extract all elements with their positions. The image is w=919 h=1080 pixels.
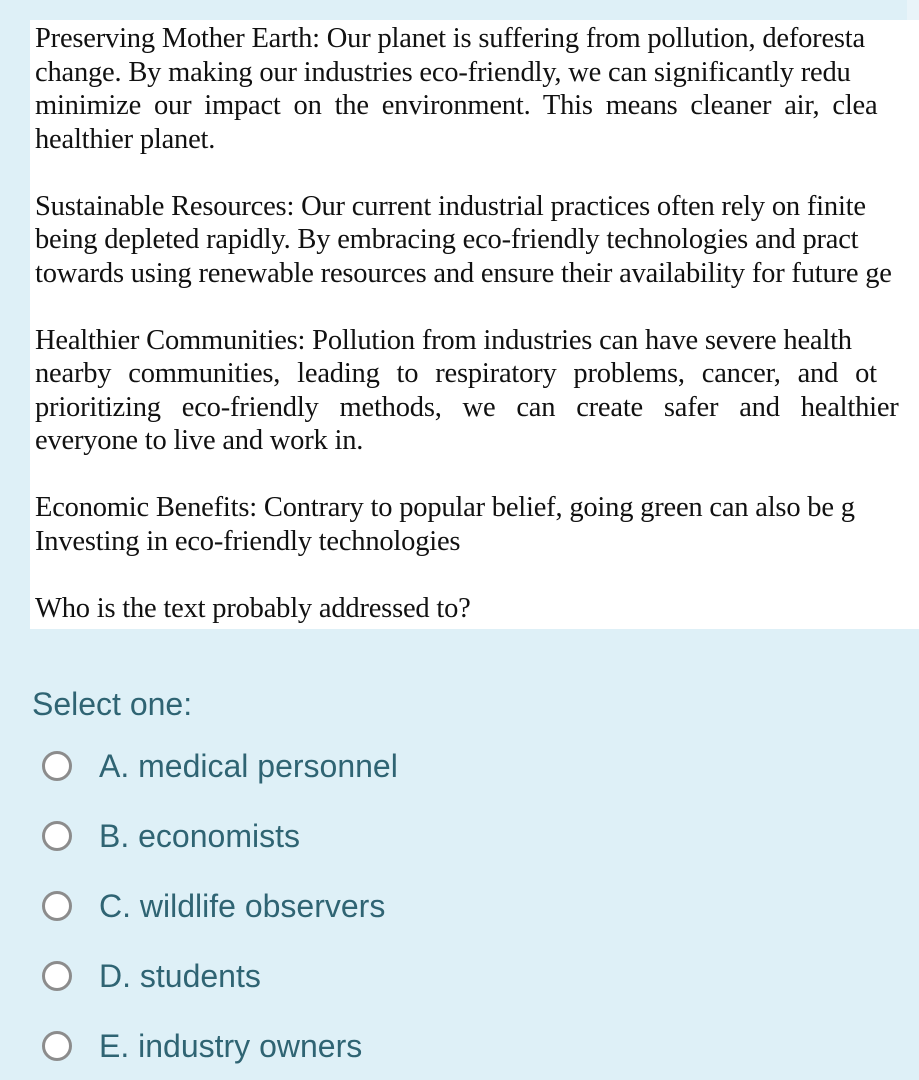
- option-e[interactable]: [42, 1022, 362, 1070]
- option-label[interactable]: E. industry owners: [99, 1027, 363, 1064]
- paragraph-economic-benefits: [35, 491, 919, 558]
- option-label[interactable]: D. students: [99, 957, 261, 994]
- option-d[interactable]: [42, 952, 261, 1000]
- passage-line: towards using renewable resources and ensure their availability for future ge: [35, 257, 892, 289]
- passage-line: Preserving Mother Earth: Our planet is suffering from pollution, deforesta: [35, 23, 865, 54]
- passage-text: [35, 22, 919, 625]
- radio-button-icon[interactable]: [42, 751, 72, 781]
- radio-button-icon[interactable]: [42, 1031, 72, 1061]
- paragraph-sustainable-resources: [35, 190, 919, 291]
- passage-line: Investing in eco-friendly technologies: [35, 525, 461, 557]
- option-c[interactable]: [42, 882, 385, 930]
- option-label[interactable]: C. wildlife observers: [99, 887, 386, 924]
- passage-line: nearby communities, leading to respiratory problems, cancer, and ot: [35, 358, 877, 389]
- radio-button-icon[interactable]: [42, 891, 72, 921]
- paragraph-preserving-mother-earth: [35, 22, 919, 156]
- select-one-label: Select one:: [32, 686, 193, 722]
- option-label[interactable]: A. medical personnel: [99, 747, 398, 784]
- passage-line: everyone to live and work in.: [35, 425, 364, 456]
- paragraph-healthier-communities: [35, 324, 919, 458]
- question-passage-box: [30, 20, 919, 629]
- passage-line: Healthier Communities: Pollution from industries can have severe health: [35, 324, 852, 356]
- option-a[interactable]: [42, 742, 398, 790]
- radio-button-icon[interactable]: [42, 961, 72, 991]
- option-label[interactable]: B. economists: [99, 817, 300, 854]
- passage-line: minimize our impact on the environment. This means cleaner air, clea: [35, 90, 878, 121]
- question-text: Who is the text probably addressed to?: [35, 592, 471, 624]
- passage-line: prioritizing eco-friendly methods, we can create safer and healthier: [35, 391, 899, 423]
- top-edge-strip: [907, 0, 919, 20]
- passage-line: Economic Benefits: Contrary to popular belief, going green can also be g: [35, 492, 855, 523]
- radio-button-icon[interactable]: [42, 821, 72, 851]
- passage-line: change. By making our industries eco-friendly, we can significantly redu: [35, 56, 851, 88]
- passage-line: healthier planet.: [35, 123, 216, 155]
- option-b[interactable]: [42, 812, 300, 860]
- passage-line: Sustainable Resources: Our current industrial practices often rely on finite: [35, 190, 866, 222]
- passage-line: being depleted rapidly. By embracing eco-friendly technologies and pract: [35, 224, 859, 255]
